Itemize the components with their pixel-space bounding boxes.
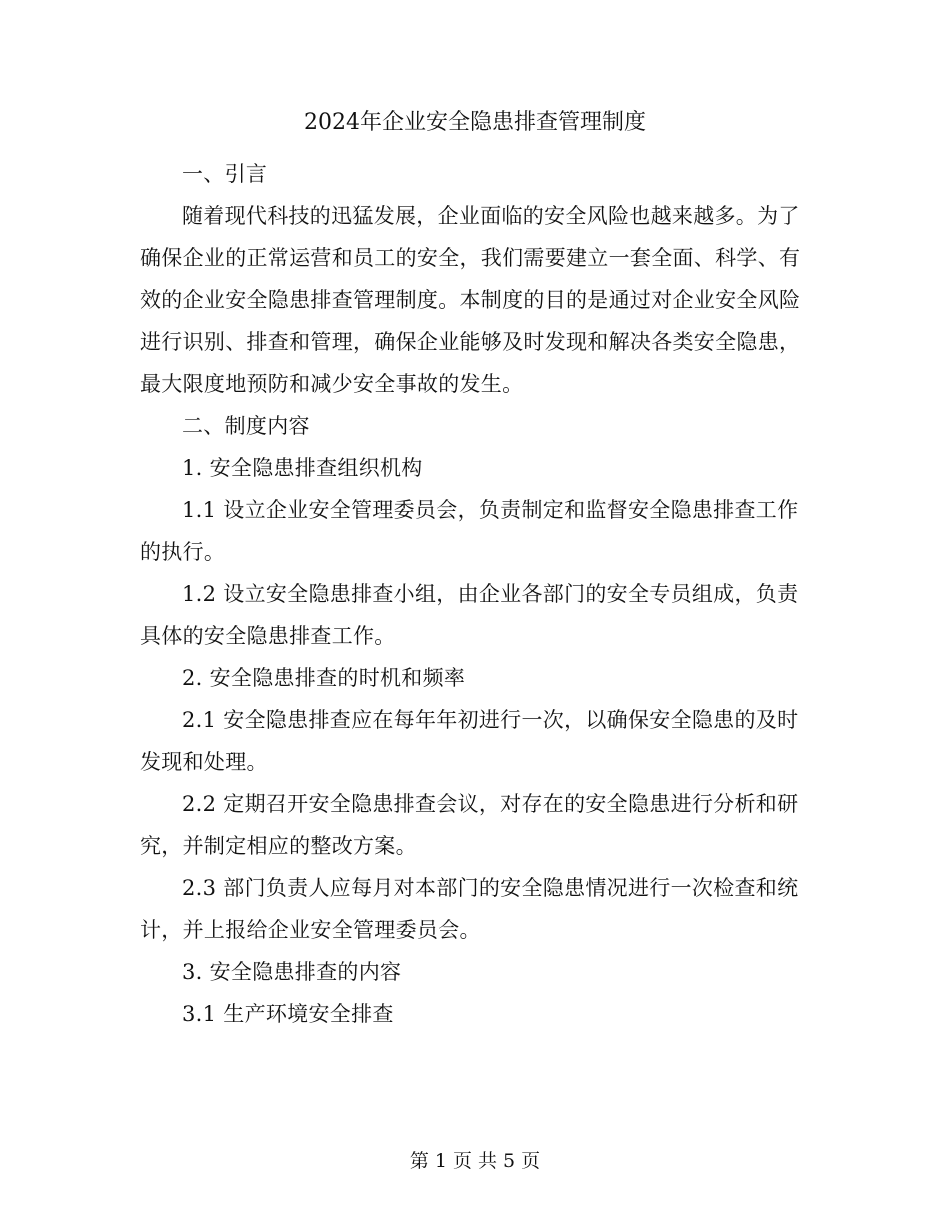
subheading-timing-frequency: 2. 安全隐患排查的时机和频率 <box>182 666 466 690</box>
clause-1-1: 1.1 设立企业安全管理委员会，负责制定和监督安全隐患排查工作的执行。 <box>140 498 799 564</box>
paragraph-introduction: 随着现代科技的迅猛发展，企业面临的安全风险也越来越多。为了确保企业的正常运营和员工的安全，我们需要建立一套全面、科学、有效的企业安全隐患排查管理制度。本制度的目的是通过对企业安全风险进行识别、排查和管理，确保企业能够及时发现和解决各类安全隐患，最大限度地预防和减少安全事故的发生。 <box>140 204 801 396</box>
clause-2-1: 2.1 安全隐患排查应在每年年初进行一次，以确保安全隐患的及时发现和处理。 <box>140 708 799 774</box>
subheading-organization: 1. 安全隐患排查组织机构 <box>182 456 423 480</box>
clause-2-2: 2.2 定期召开安全隐患排查会议，对存在的安全隐患进行分析和研究，并制定相应的整改方案。 <box>140 792 799 858</box>
clause-3-1: 3.1 生产环境安全排查 <box>182 1002 394 1026</box>
section-heading-introduction: 一、引言 <box>182 162 268 186</box>
page-footer: 第 1 页 共 5 页 <box>409 1150 541 1172</box>
clause-2-3: 2.3 部门负责人应每月对本部门的安全隐患情况进行一次检查和统计，并上报给企业安全管理委员会。 <box>140 876 799 942</box>
document-body <box>140 153 812 1035</box>
section-heading-content: 二、制度内容 <box>182 414 310 438</box>
document-title: 2024年企业安全隐患排查管理制度 <box>304 110 646 135</box>
clause-1-2: 1.2 设立安全隐患排查小组，由企业各部门的安全专员组成，负责具体的安全隐患排查工作。 <box>140 582 799 648</box>
subheading-inspection-content: 3. 安全隐患排查的内容 <box>182 960 402 984</box>
